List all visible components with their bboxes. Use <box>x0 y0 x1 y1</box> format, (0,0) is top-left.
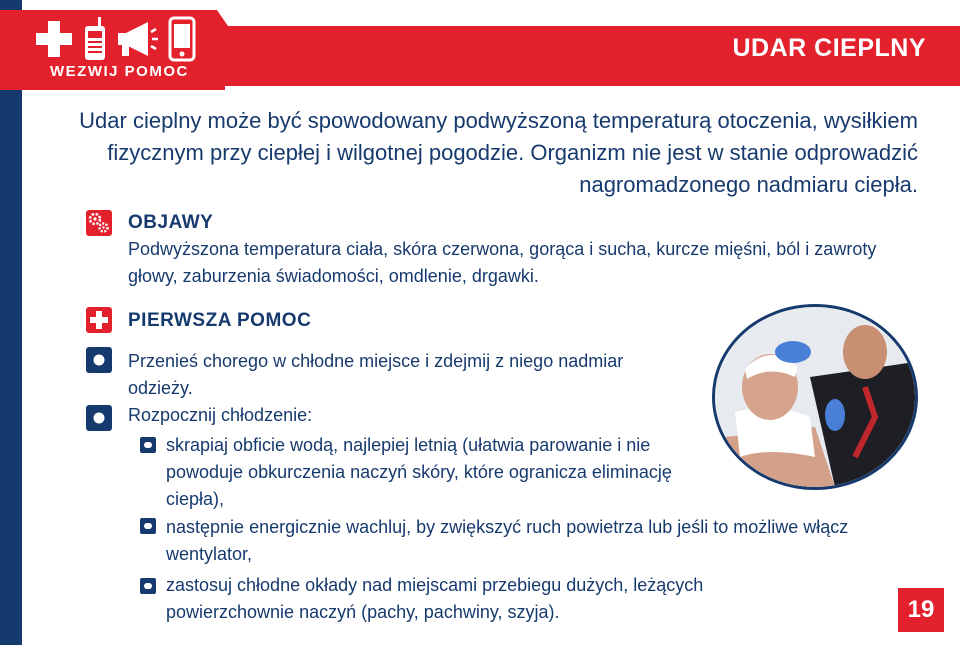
header-divider <box>225 86 960 94</box>
intro-paragraph: Udar cieplny może być spowodowany podwyższoną temperaturą otoczenia, wysiłkiem fizycznym przy ciepłej i wilgotnej pogodzie. Organizm nie jest w stanie odprowadzić nagromadzonego nadmiaru ciepła. <box>79 108 918 197</box>
call-help-label: WEZWIJ POMOC <box>50 63 189 80</box>
first-aid-heading: PIERWSZA POMOC <box>128 310 312 331</box>
cooling-sprinkle-water: skrapiaj obficie wodą, najlepiej letnią (ułatwia parowanie i nie powoduje obkurczenia naczyń skóry, które ogranicza eliminację ciepła), <box>166 435 672 509</box>
sub-bullet-icon <box>140 437 156 453</box>
cooling-fan: następnie energicznie wachluj, by zwiększyć ruch powietrza lub jeśli to możliwe włącz wentylator, <box>166 517 849 564</box>
gears-icon <box>86 210 112 236</box>
step-start-cooling: Rozpocznij chłodzenie: <box>128 405 313 425</box>
step-bullet-icon <box>86 405 112 431</box>
step-move-patient: Przenieś chorego w chłodne miejsce i zdejmij z niego nadmiar odzieży. <box>128 351 624 398</box>
page-title: UDAR CIEPLNY <box>732 34 926 62</box>
first-aid-cross-icon <box>86 307 112 333</box>
first-aid-cross-icon <box>34 19 74 59</box>
megaphone-icon <box>116 20 158 58</box>
left-edge-bar <box>0 0 22 645</box>
step-bullet-icon <box>86 347 112 373</box>
sub-bullet-icon <box>140 518 156 534</box>
symptoms-heading: OBJAWY <box>128 212 214 233</box>
walkie-talkie-icon <box>84 17 106 61</box>
sub-bullet-icon <box>140 578 156 594</box>
header-notch <box>210 0 960 26</box>
mobile-phone-icon <box>168 16 196 62</box>
cooling-compress: zastosuj chłodne okłady nad miejscami przebiegu dużych, leżących powierzchownie naczyń (pachy, pachwiny, szyja). <box>166 575 704 622</box>
first-aid-photo <box>712 304 918 490</box>
page-number: 19 <box>898 588 944 632</box>
symptoms-text: Podwyższona temperatura ciała, skóra czerwona, gorąca i sucha, kurcze mięśni, ból i zawroty głowy, zaburzenia świadomości, omdlenie, drgawki. <box>128 239 877 286</box>
header-icons <box>34 14 196 64</box>
